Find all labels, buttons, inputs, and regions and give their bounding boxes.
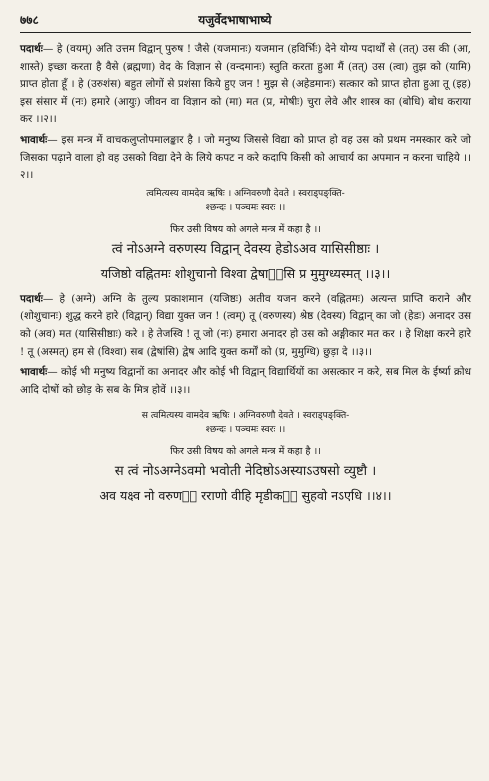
padarth-paragraph-3 <box>20 291 471 361</box>
mantra-meta-4 <box>20 409 471 437</box>
meta-line: श्छन्दः । पञ्चमः स्वरः ।। <box>205 201 286 213</box>
padarth-label: पदार्थः <box>20 43 43 55</box>
padarth-label: पदार्थः <box>20 292 43 305</box>
running-title: यजुर्वेदभाषाभाष्ये <box>198 12 272 27</box>
padarth-text: — हे (वयम्) अति उत्तम विद्वान् पुरुष ! जैसे (यजमानः) यजमान (हविर्भिः) देने योग्य पदार्थों से (तत्) उस की (आ, शास्ते) इच्छा करता है वैसे (ब्रह्मणा) वेद के विज्ञान से (वन्दमानः) स्तुति करता हुआ मैं (तत्) उस (त्वा) तुझ को (यामि) प्राप्त होता हूँ । हे (उरुशंस) बहुत लोगों से प्रशंसा किये हुए जन ! मुझ से (अहेडमानः) सत्कार को प्राप्त होता हुआ तू (इह) इस संसार में (नः) हमारे (आयुः) जीवन वा विज्ञान को (मा) मत (प्र, मोषीः) चुरा लेवे और शास्त्र का (बोधि) बोध कराया कर ।।२।। <box>20 43 471 126</box>
padarth-paragraph-2 <box>20 41 471 129</box>
meta-line: श्छन्दः । पञ्चमः स्वरः ।। <box>205 424 286 436</box>
mantra-4-line-2: अव यक्ष्व नो वरुणᳬं रराणो वीहि मृडीकᳬं सुहवो नऽएधि ।।४।। <box>99 488 392 504</box>
bhavarth-paragraph-3 <box>20 364 471 399</box>
padarth-text: — हे (अग्ने) अग्नि के तुल्य प्रकाशमान (यजिष्ठः) अतीव यजन करने (वह्नितमः) अत्यन्त प्राप्ति कराने और (शोशुचानः) शुद्ध करने हारे (विद्वान्) विद्या युक्त जन ! (त्वम्) तू (वरुणस्य) श्रेष्ठ (देवस्य) विद्वान् का जो (हेडः) अनादर उस को (अव) मत (यासिसीष्ठाः) करे । हे तेजस्वि ! तू जो (नः) हमारा अनादर हो उस को अङ्गीकार मत कर । हे शिक्षा करने हारे ! तू (अस्मत्) हम से (विश्वा) सब (द्वेषांसि) द्वेष आदि युक्त कर्मों को (प्र, मुमुग्धि) छुड़ा दे ।।३।। <box>20 292 471 358</box>
mantra-3-line-2: यजिष्ठो वह्नितमः शोशुचानो विश्वा द्वेषाᳬंसि प्र मुमुग्ध्यस्मत् ।।३।। <box>100 265 391 281</box>
meta-line: त्वमित्यस्य वामदेव ऋषिः । अग्निवरुणौ देवते । स्वराड्पङ्क्ति- <box>146 187 345 199</box>
mantra-meta-3 <box>20 187 471 215</box>
bhavarth-label: भावार्थः <box>20 133 48 146</box>
bhavarth-paragraph-2 <box>20 132 471 185</box>
intro-line-3: फिर उसी विषय को अगले मन्त्र में कहा है ।। <box>170 223 321 235</box>
bhavarth-text: — कोई भी मनुष्य विद्वानों का अनादर और कोई भी विद्वान् विद्यार्थियों का असत्कार न करे, सब मिल के ईर्ष्या क्रोध आदि दोषों को छोड़ के सब के मित्र होवें ।।३।। <box>20 366 471 396</box>
page-number: ७७८ <box>20 12 39 27</box>
bhavarth-label: भावार्थः <box>20 366 48 379</box>
mantra-3-line-1: त्वं नोऽअग्ने वरुणस्य विद्वान् देवस्य हेडोऽअव यासिसीष्ठाः । <box>111 241 380 257</box>
bhavarth-text: — इस मन्त्र में वाचकलुप्तोपमालङ्कार है । जो मनुष्य जिससे विद्या को प्राप्त हो वह उस को प्रथम नमस्कार करे जो जिसका पढ़ाने वाला हो वह उसको विद्या देने के लिये कपट न करे कदापि किसी को आचार्य का अपमान न करना चाहिये ।।२।। <box>20 133 471 182</box>
intro-line-4: फिर उसी विषय को अगले मन्त्र में कहा है ।। <box>170 446 321 458</box>
mantra-4-line-1: स त्वं नोऽअग्नेऽवमो भवोती नेदिष्ठोऽअस्याऽउषसो व्युष्टौ । <box>114 464 377 480</box>
meta-line: स त्वमित्यस्य वामदेव ऋषिः । अग्निवरुणौ देवते । स्वराड्पङ्क्ति- <box>141 410 350 422</box>
page-header <box>20 6 471 33</box>
